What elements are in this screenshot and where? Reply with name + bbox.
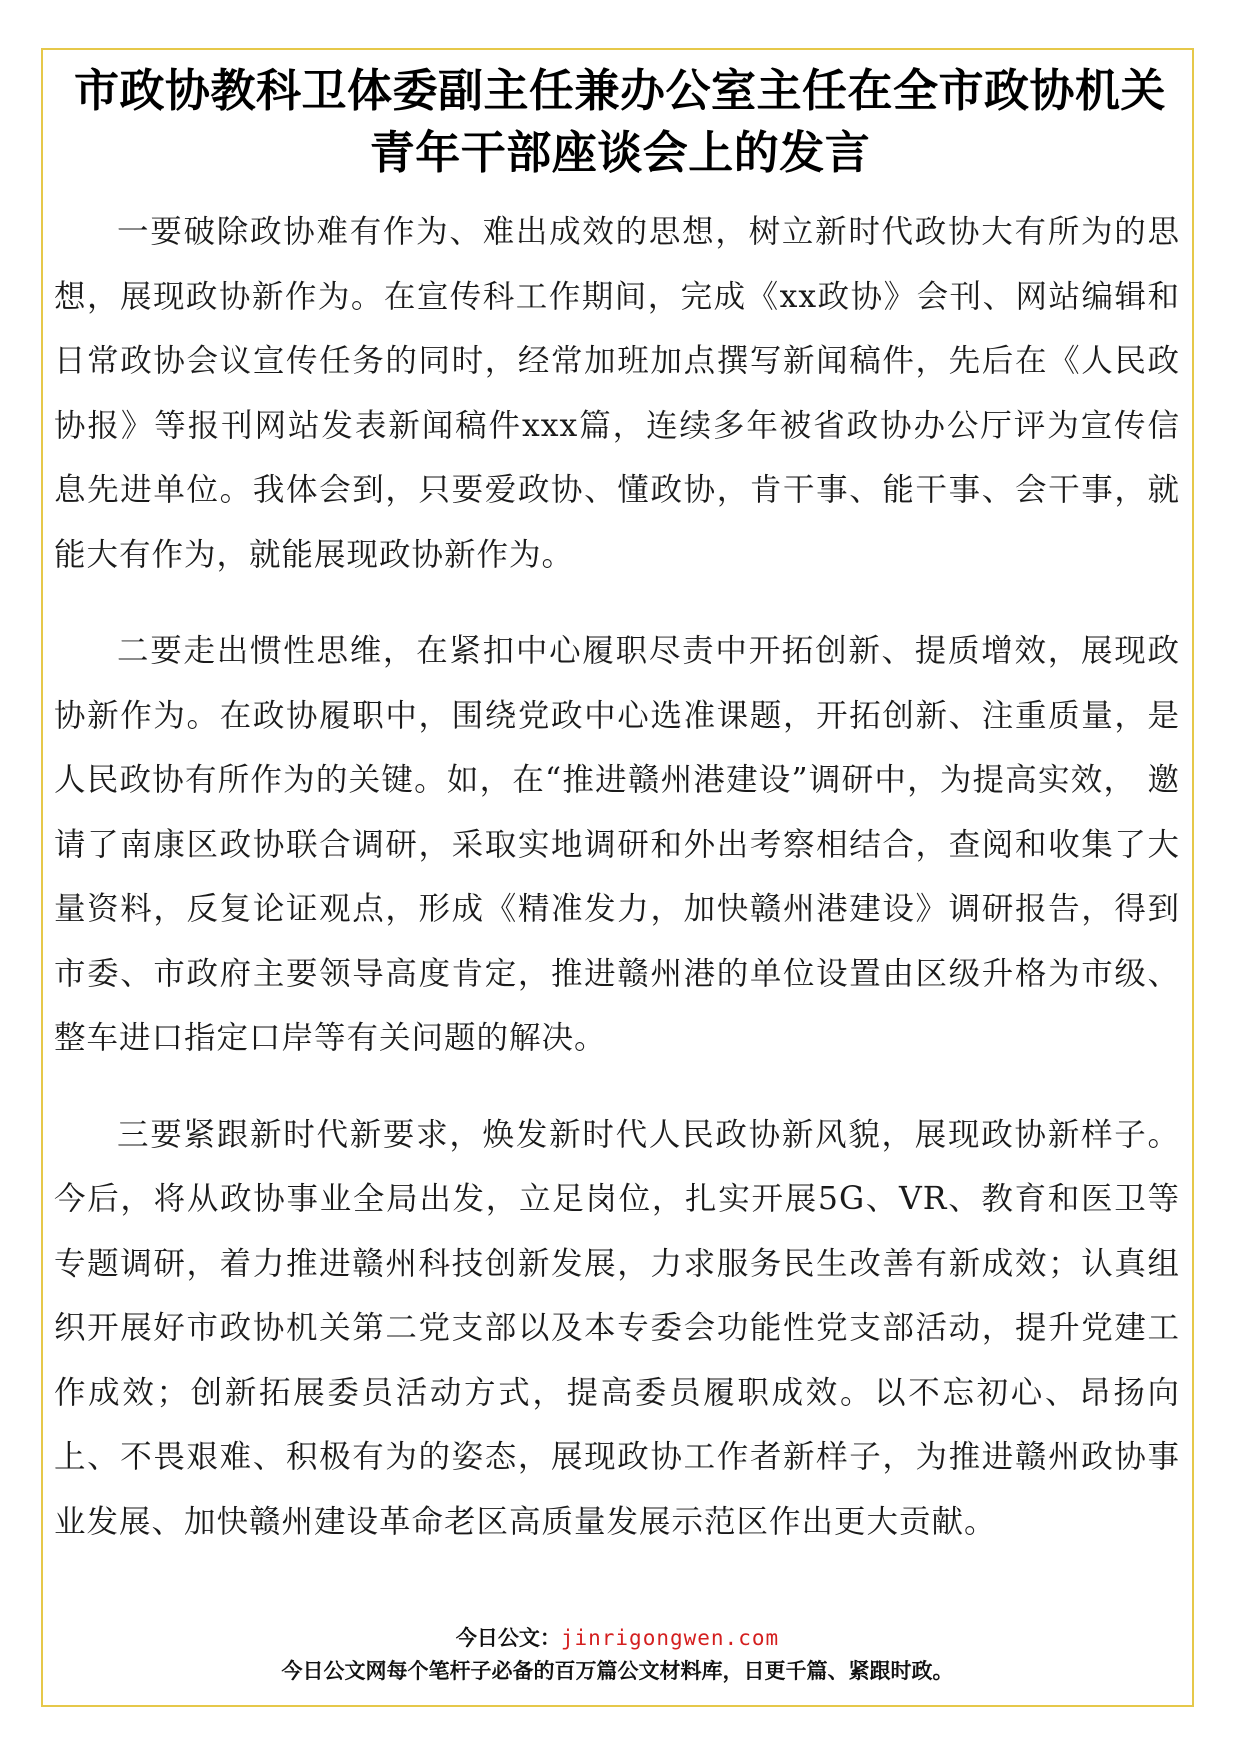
paragraph-3: 三要紧跟新时代新要求，焕发新时代人民政协新风貌，展现政协新样子。 今后，将从政协事业全局出发，立足岗位，扎实开展5G、VR、教育和医卫等专题调研，着力推进赣州科技创新发展，力求服务民生改善有新成效；认真组织开展好市政协机关第二党支部以及本专委会功能性党支部活动，提升党建工作成效；创新拓展委员活动方式，提高委员履职成效。以不忘初心、昂扬向上、不畏艰难、积极有为的姿态，展现政协工作者新样子，为推进赣州政协事业发展、加快赣州建设革命老区高质量发展示范区作出更大贡献。: [54, 1116, 1180, 1540]
footer-site-label: 今日公文：: [455, 1626, 561, 1650]
footer-source: [41, 1624, 1194, 1652]
paragraph-1: 一要破除政协难有作为、难出成效的思想，树立新时代政协大有所为的思想，展现政协新作为。在宣传科工作期间，完成《xx政协》会刊、网站编辑和日常政协会议宣传任务的同时，经常加班加点撰写新闻稿件，先后在《人民政协报》等报刊网站发表新闻稿件xxx篇，连续多年被省政协办公厅评为宣传信息先进单位。我体会到，只要爱政协、懂政协，肯干事、能干事、会干事，就能大有作为，就能展现政协新作为。: [54, 214, 1180, 573]
title-line-1: 市政协教科卫体委副主任兼办公室主任在全市政协机关: [73, 64, 1166, 117]
document-body: [54, 200, 1180, 1586]
footer-slogan: 今日公文网每个笔杆子必备的百万篇公文材料库，日更千篇、紧跟时政。: [281, 1659, 954, 1683]
footer-site-link[interactable]: jinrigongwen.com: [560, 1626, 780, 1650]
document-title: [52, 60, 1188, 184]
paragraph-2: 二要走出惯性思维，在紧扣中心履职尽责中开拓创新、提质增效，展现政协新作为。在政协履职中，围绕党政中心选准课题，开拓创新、注重质量，是人民政协有所作为的关键。如，在“推进赣州港建设”调研中，为提高实效， 邀请了南康区政协联合调研，采取实地调研和外出考察相结合，查阅和收集了大量资料，反复论证观点，形成《精准发力，加快赣州港建设》调研报告，得到市委、市政府主要领导高度肯定，推进赣州港的单位设置由区级升格为市级、整车进口指定口岸等有关问题的解决。: [54, 633, 1180, 1056]
title-line-2: 青年干部座谈会上的发言: [369, 126, 871, 179]
